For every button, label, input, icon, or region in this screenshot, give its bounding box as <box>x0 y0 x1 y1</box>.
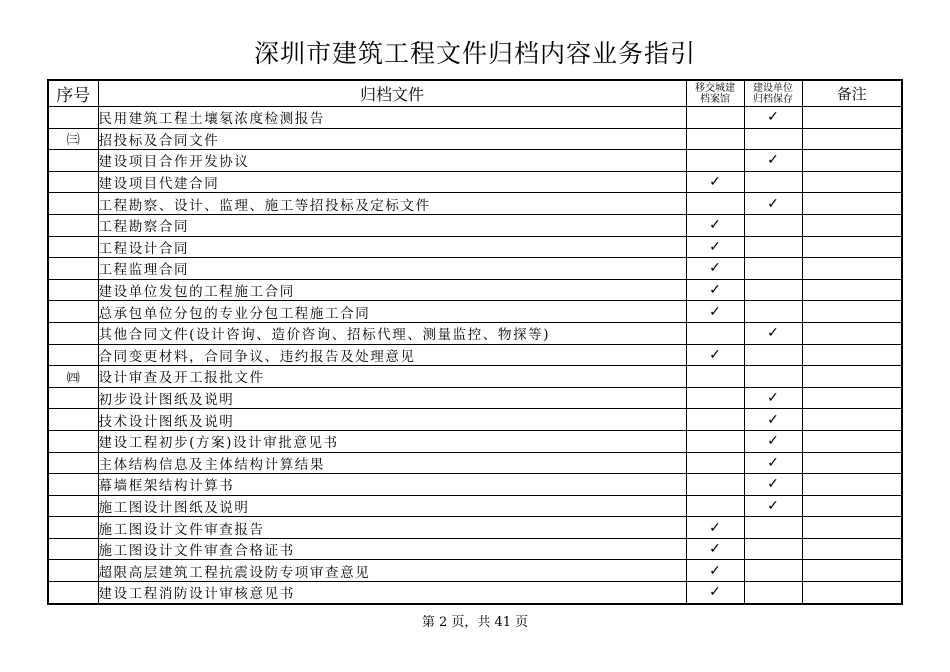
transfer-check-cell <box>686 193 744 215</box>
header-owner-line2: 归档保存 <box>753 93 793 105</box>
serial-cell <box>48 474 98 496</box>
remarks-cell <box>802 582 902 604</box>
archive-table <box>47 79 903 605</box>
transfer-check-cell <box>686 409 744 431</box>
page-footer: 第 2 页，共 41 页 <box>421 615 529 630</box>
owner-check-cell: ✓ <box>744 150 802 172</box>
serial-cell <box>48 236 98 258</box>
remarks-cell <box>802 517 902 539</box>
table-row <box>48 582 902 604</box>
remarks-cell <box>802 344 902 366</box>
remarks-cell <box>802 538 902 560</box>
transfer-check-cell: ✓ <box>686 560 744 582</box>
serial-cell <box>48 495 98 517</box>
document-cell: 其他合同文件(设计咨询、造价咨询、招标代理、测量监控、物探等) <box>98 322 686 344</box>
serial-cell <box>48 258 98 280</box>
transfer-check-cell: ✓ <box>686 517 744 539</box>
header-owner-keeps <box>744 80 802 107</box>
remarks-cell <box>802 322 902 344</box>
remarks-cell <box>802 193 902 215</box>
remarks-cell <box>802 495 902 517</box>
transfer-check-cell <box>686 150 744 172</box>
table-row <box>48 193 902 215</box>
document-cell: 建设工程初步(方案)设计审批意见书 <box>98 430 686 452</box>
table-row <box>48 279 902 301</box>
transfer-check-cell <box>686 452 744 474</box>
serial-cell <box>48 430 98 452</box>
table-row <box>48 107 902 129</box>
document-cell: 工程勘察、设计、监理、施工等招投标及定标文件 <box>98 193 686 215</box>
owner-check-cell <box>744 128 802 150</box>
header-transfer-to-archive <box>686 80 744 107</box>
table-row <box>48 150 902 172</box>
owner-check-cell: ✓ <box>744 193 802 215</box>
owner-check-cell: ✓ <box>744 430 802 452</box>
owner-check-cell <box>744 236 802 258</box>
transfer-check-cell: ✓ <box>686 344 744 366</box>
table-row <box>48 171 902 193</box>
serial-cell <box>48 560 98 582</box>
table-row <box>48 538 902 560</box>
serial-cell <box>48 452 98 474</box>
serial-cell <box>48 193 98 215</box>
transfer-check-cell <box>686 366 744 388</box>
document-cell: 建设单位发包的工程施工合同 <box>98 279 686 301</box>
remarks-cell <box>802 409 902 431</box>
remarks-cell <box>802 366 902 388</box>
table-row <box>48 322 902 344</box>
document-cell: 施工图设计文件审查报告 <box>98 517 686 539</box>
table-row <box>48 128 902 150</box>
header-transfer-line2: 档案馆 <box>700 93 730 105</box>
remarks-cell <box>802 236 902 258</box>
table-row <box>48 409 902 431</box>
remarks-cell <box>802 430 902 452</box>
serial-cell <box>48 517 98 539</box>
owner-check-cell: ✓ <box>744 387 802 409</box>
transfer-check-cell: ✓ <box>686 538 744 560</box>
owner-check-cell: ✓ <box>744 452 802 474</box>
transfer-check-cell: ✓ <box>686 236 744 258</box>
remarks-cell <box>802 560 902 582</box>
serial-cell: ㈢ <box>48 128 98 150</box>
document-cell: 幕墙框架结构计算书 <box>98 474 686 496</box>
serial-cell <box>48 214 98 236</box>
serial-cell <box>48 538 98 560</box>
remarks-cell <box>802 474 902 496</box>
remarks-cell <box>802 150 902 172</box>
table-row <box>48 517 902 539</box>
serial-cell <box>48 171 98 193</box>
document-cell: 工程设计合同 <box>98 236 686 258</box>
owner-check-cell <box>744 171 802 193</box>
owner-check-cell <box>744 301 802 323</box>
table-row <box>48 301 902 323</box>
document-cell: 施工图设计文件审查合格证书 <box>98 538 686 560</box>
transfer-check-cell <box>686 128 744 150</box>
remarks-cell <box>802 171 902 193</box>
transfer-check-cell <box>686 495 744 517</box>
serial-cell <box>48 322 98 344</box>
owner-check-cell: ✓ <box>744 495 802 517</box>
owner-check-cell <box>744 582 802 604</box>
document-cell: 建设工程消防设计审核意见书 <box>98 582 686 604</box>
transfer-check-cell <box>686 474 744 496</box>
document-cell: 招投标及合同文件 <box>98 128 686 150</box>
owner-check-cell: ✓ <box>744 409 802 431</box>
table-row <box>48 236 902 258</box>
transfer-check-cell: ✓ <box>686 301 744 323</box>
table-header-row <box>48 80 902 107</box>
header-archive-document: 归档文件 <box>98 80 686 107</box>
transfer-check-cell: ✓ <box>686 171 744 193</box>
document-cell: 建设项目代建合同 <box>98 171 686 193</box>
document-cell: 合同变更材料，合同争议、违约报告及处理意见 <box>98 344 686 366</box>
owner-check-cell <box>744 366 802 388</box>
document-cell: 设计审查及开工报批文件 <box>98 366 686 388</box>
remarks-cell <box>802 214 902 236</box>
remarks-cell <box>802 387 902 409</box>
document-cell: 民用建筑工程土壤氡浓度检测报告 <box>98 107 686 129</box>
table-row <box>48 366 902 388</box>
header-owner-line1: 建设单位 <box>753 82 793 94</box>
remarks-cell <box>802 301 902 323</box>
serial-cell <box>48 387 98 409</box>
remarks-cell <box>802 128 902 150</box>
table-row <box>48 495 902 517</box>
header-remarks: 备注 <box>802 80 902 107</box>
transfer-check-cell: ✓ <box>686 582 744 604</box>
serial-cell <box>48 150 98 172</box>
remarks-cell <box>802 279 902 301</box>
serial-cell <box>48 279 98 301</box>
transfer-check-cell: ✓ <box>686 258 744 280</box>
document-cell: 工程勘察合同 <box>98 214 686 236</box>
owner-check-cell: ✓ <box>744 322 802 344</box>
serial-cell <box>48 344 98 366</box>
table-row <box>48 430 902 452</box>
serial-cell <box>48 301 98 323</box>
table-row <box>48 387 902 409</box>
owner-check-cell <box>744 517 802 539</box>
owner-check-cell: ✓ <box>744 474 802 496</box>
document-cell: 施工图设计图纸及说明 <box>98 495 686 517</box>
document-cell: 建设项目合作开发协议 <box>98 150 686 172</box>
transfer-check-cell <box>686 322 744 344</box>
document-cell: 初步设计图纸及说明 <box>98 387 686 409</box>
transfer-check-cell <box>686 107 744 129</box>
document-cell: 超限高层建筑工程抗震设防专项审查意见 <box>98 560 686 582</box>
header-serial-number: 序号 <box>48 80 98 107</box>
owner-check-cell <box>744 344 802 366</box>
transfer-check-cell: ✓ <box>686 214 744 236</box>
transfer-check-cell: ✓ <box>686 279 744 301</box>
document-cell: 工程监理合同 <box>98 258 686 280</box>
transfer-check-cell <box>686 387 744 409</box>
document-cell: 总承包单位分包的专业分包工程施工合同 <box>98 301 686 323</box>
serial-cell <box>48 107 98 129</box>
document-cell: 主体结构信息及主体结构计算结果 <box>98 452 686 474</box>
owner-check-cell <box>744 538 802 560</box>
table-row <box>48 344 902 366</box>
transfer-check-cell <box>686 430 744 452</box>
owner-check-cell <box>744 214 802 236</box>
table-row <box>48 452 902 474</box>
page-title: 深圳市建筑工程文件归档内容业务指引 <box>253 39 696 68</box>
remarks-cell <box>802 258 902 280</box>
remarks-cell <box>802 107 902 129</box>
remarks-cell <box>802 452 902 474</box>
owner-check-cell: ✓ <box>744 107 802 129</box>
serial-cell: ㈣ <box>48 366 98 388</box>
owner-check-cell <box>744 258 802 280</box>
owner-check-cell <box>744 279 802 301</box>
serial-cell <box>48 582 98 604</box>
table-row <box>48 560 902 582</box>
table-row <box>48 258 902 280</box>
document-cell: 技术设计图纸及说明 <box>98 409 686 431</box>
table-row <box>48 474 902 496</box>
owner-check-cell <box>744 560 802 582</box>
serial-cell <box>48 409 98 431</box>
header-transfer-line1: 移交城建 <box>695 82 735 94</box>
table-row <box>48 214 902 236</box>
